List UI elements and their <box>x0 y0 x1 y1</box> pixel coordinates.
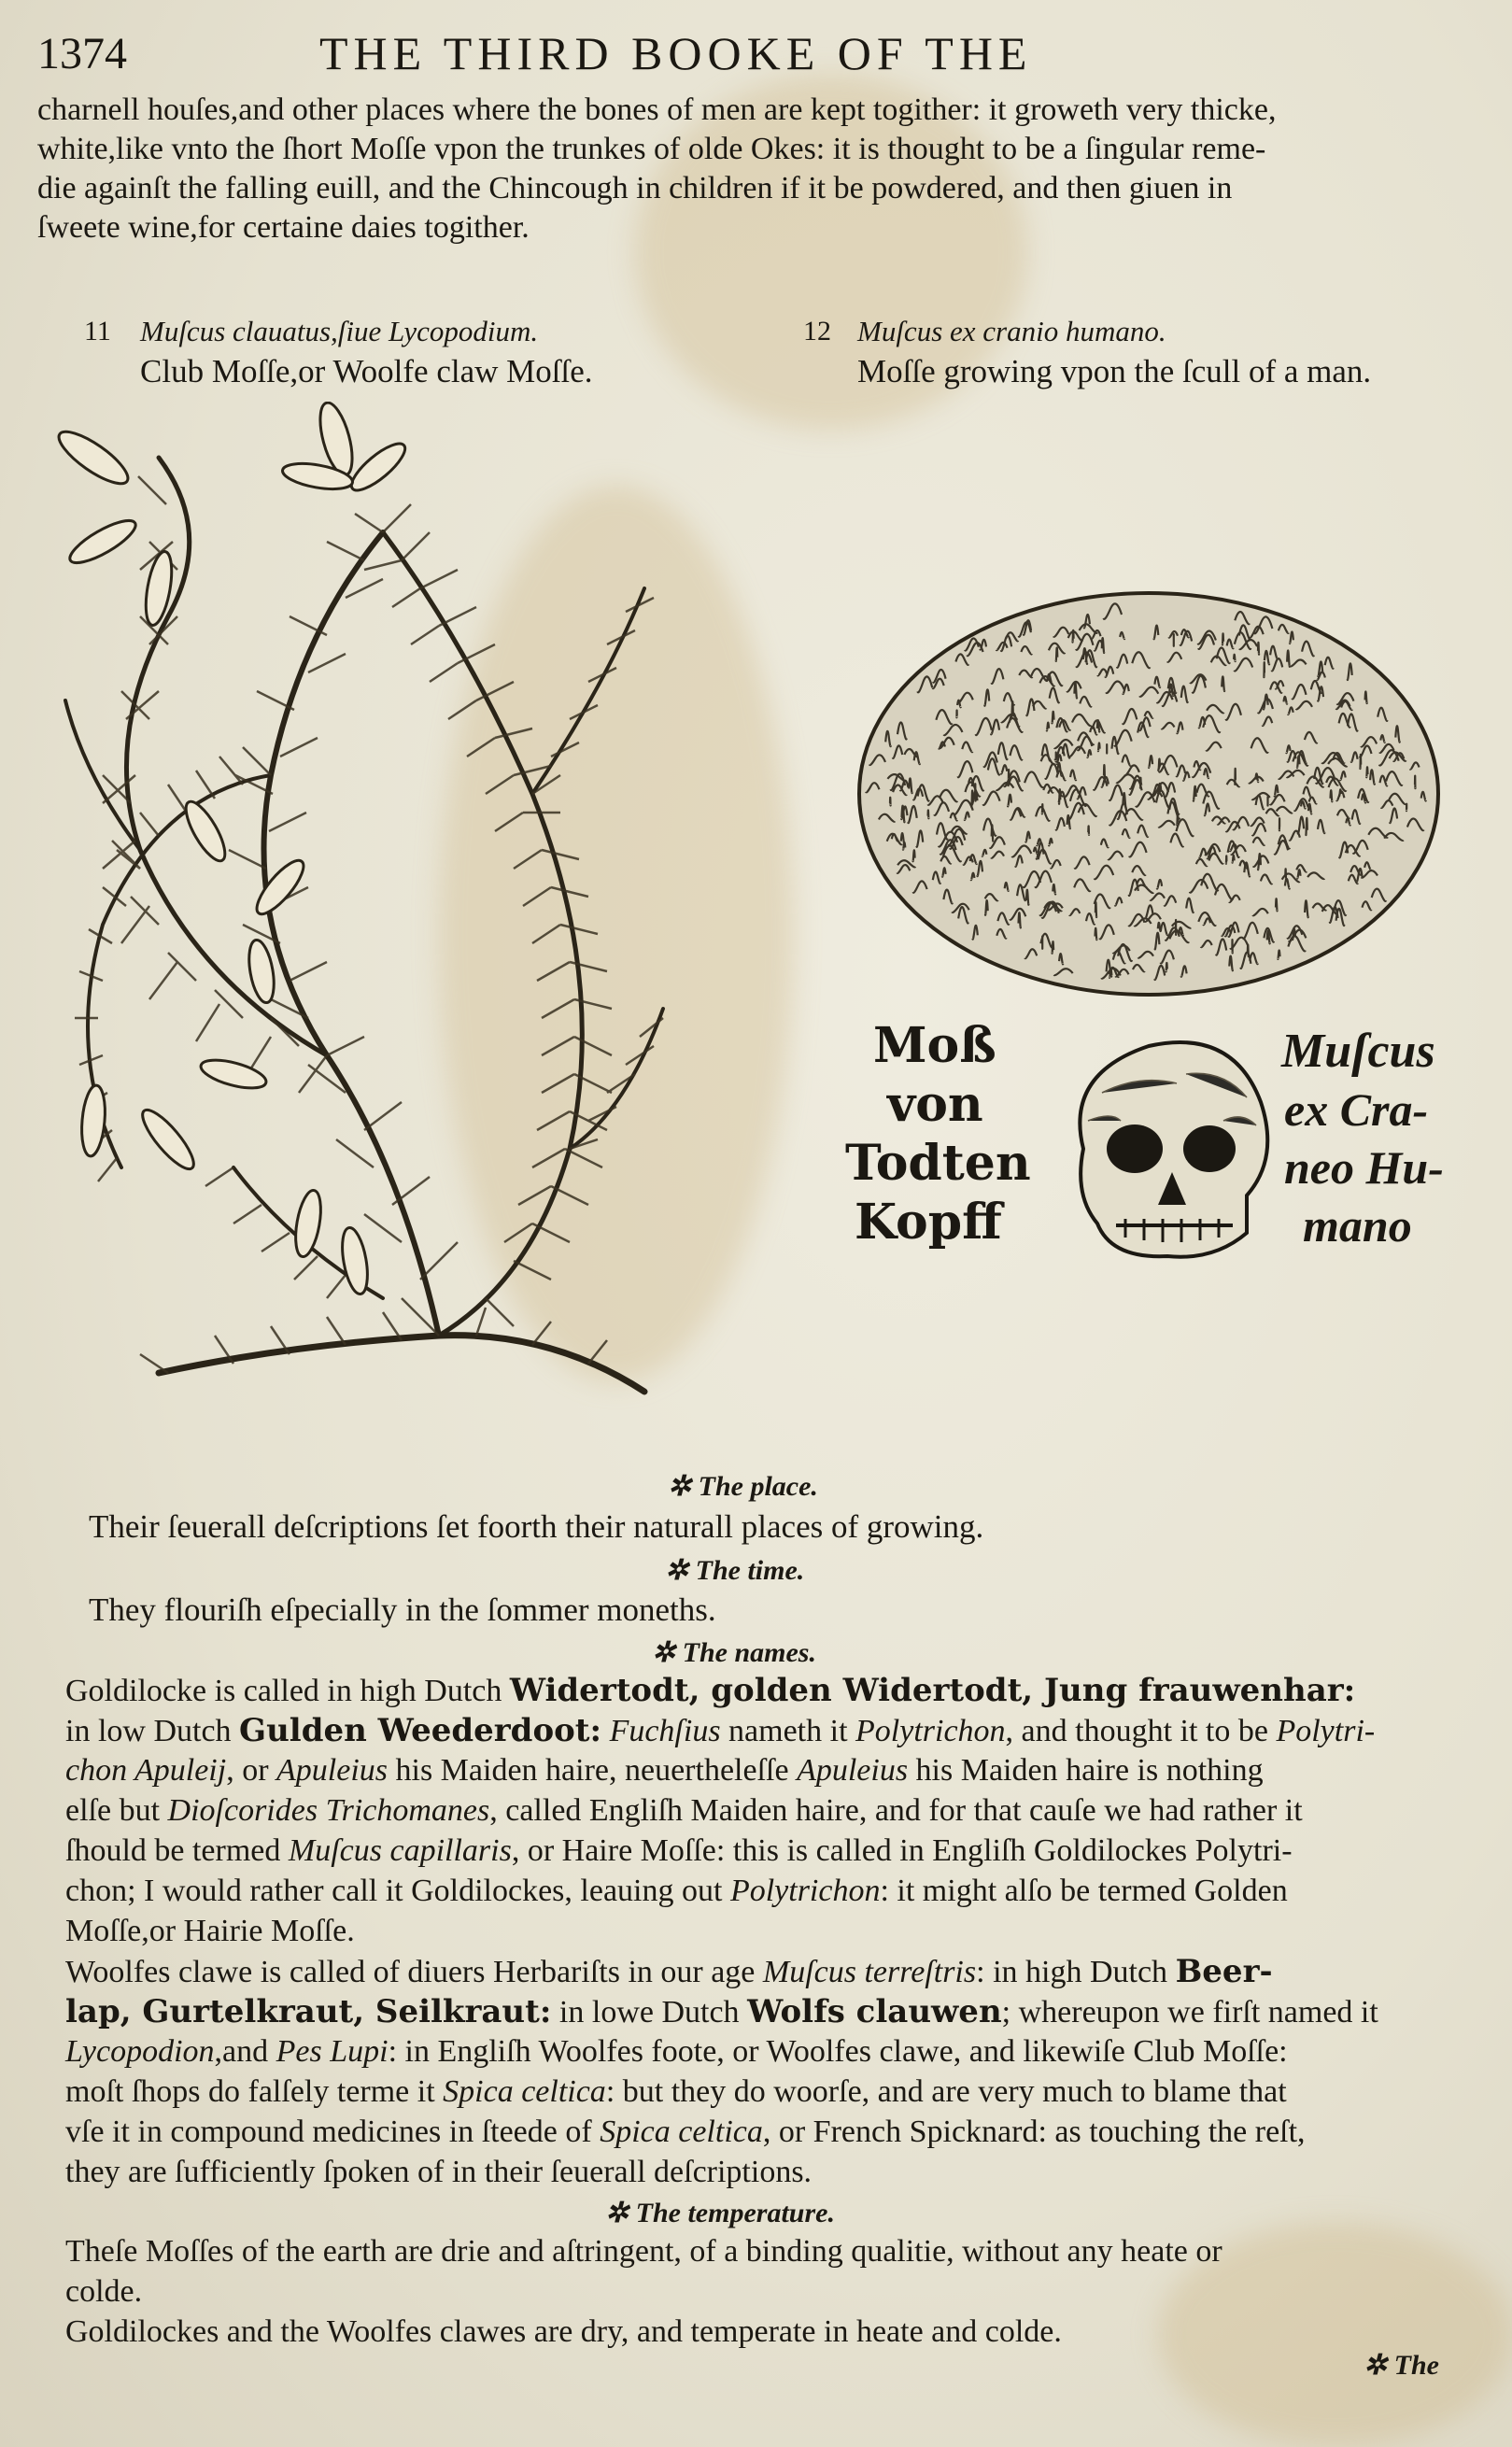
italic-text: Polytri- <box>1276 1714 1376 1748</box>
italic-text: Pes Lupi <box>276 2034 389 2069</box>
moss-strand <box>1415 776 1416 788</box>
names-line <box>65 1953 1273 1991</box>
names-line <box>65 1752 1264 1789</box>
section-heading-time: ✲ The time. <box>665 1555 805 1586</box>
club-moss-woodcut <box>47 402 682 1448</box>
moss-strand <box>1258 643 1259 655</box>
section-heading-place: ✲ The place. <box>668 1471 818 1502</box>
names-line <box>65 2154 812 2191</box>
section-heading-names: ✲ The names. <box>652 1637 816 1668</box>
catchword: ✲ The <box>1364 2350 1439 2381</box>
names-line <box>65 1832 1293 1870</box>
roman-text: , or <box>226 1753 277 1788</box>
moss-strand <box>928 810 929 818</box>
intro-line: white,like vnto the ſhort Moſſe vpon the trunkes of olde Okes: it is thought to be a ſingular reme- <box>37 132 1266 166</box>
names-line <box>65 2033 1288 2071</box>
page-number: 1374 <box>37 29 127 78</box>
moss-strand <box>1222 633 1223 644</box>
moss-strand <box>1088 826 1089 834</box>
moss-strand <box>1285 869 1286 879</box>
roman-text: : but they do woorſe, and are very much to blame that <box>605 2074 1287 2109</box>
italic-text: Polytrichon <box>855 1714 1006 1748</box>
roman-text: vſe it in compound medicines in ſteede of <box>65 2115 601 2149</box>
italic-text: Spica celtica <box>600 2115 763 2149</box>
roman-text: elſe but <box>65 1793 168 1828</box>
german-label-line: Todten <box>845 1135 1031 1192</box>
figure-caption-english: Club Moſſe,or Woolfe claw Moſſe. <box>140 353 593 389</box>
names-line <box>65 2114 1306 2151</box>
roman-text: Goldilocke is called in high Dutch <box>65 1674 510 1708</box>
moss-strand <box>1009 770 1010 779</box>
moss-strand <box>1056 648 1058 661</box>
italic-text: Apuleius <box>276 1753 388 1788</box>
moss-strand <box>1306 818 1307 835</box>
names-line <box>65 1873 1288 1910</box>
roman-text: : in Engliſh Woolfes foote, or Woolfes clawe, and likewiſe Club Moſſe: <box>388 2034 1288 2069</box>
blackletter-text: Wolfs clauwen <box>747 1993 1002 2030</box>
names-line <box>65 1712 1375 1750</box>
roman-text: his Maiden haire, neuertheleſſe <box>388 1753 798 1788</box>
roman-text: , or French Spicknard: as touching the reſt, <box>762 2115 1306 2149</box>
blackletter-text: Widertodt, golden Widertodt, Jung frauwenhar: <box>509 1672 1356 1709</box>
roman-text: they are ſufficiently ſpoken of in their ſeuerall deſcriptions. <box>65 2155 813 2189</box>
running-title: THE THIRD BOOKE OF THE <box>319 27 1033 79</box>
blackletter-text: lap, Gurtelkraut, Seilkraut: <box>65 1993 552 2030</box>
latin-label-line: mano <box>1303 1199 1412 1252</box>
german-label-line: Moß <box>873 1017 996 1074</box>
roman-text: , or Haire Moſſe: this is called in Engliſh Goldilockes Polytri- <box>511 1833 1293 1868</box>
italic-text: Apuleius <box>797 1753 909 1788</box>
intro-line: ſweete wine,for certaine daies togither. <box>37 210 530 245</box>
roman-text: nameth it <box>720 1714 856 1748</box>
italic-text: Dioſcorides Trichomanes <box>167 1793 490 1828</box>
italic-text: Spica celtica <box>443 2074 606 2109</box>
roman-text: : it might alſo be termed Golden <box>880 1874 1288 1908</box>
names-line <box>65 1672 1355 1710</box>
figure-number: 11 <box>84 316 111 347</box>
names-line <box>65 2073 1287 2111</box>
roman-text: , called Engliſh Maiden haire, and for that cauſe we had rather it <box>489 1793 1303 1828</box>
moss-strand <box>890 798 891 806</box>
place-text: Their ſeuerall deſcriptions ſet foorth their naturall places of growing. <box>89 1508 984 1545</box>
names-line <box>65 1792 1303 1830</box>
roman-text: his Maiden haire is nothing <box>908 1753 1264 1788</box>
moss-strand <box>1264 662 1265 677</box>
roman-text: in lowe Dutch <box>551 1995 748 2030</box>
italic-text: Fuchſius <box>609 1714 721 1748</box>
blackletter-text: Beer- <box>1175 1953 1273 1990</box>
roman-text: , and thought it to be <box>1005 1714 1277 1748</box>
skull-moss-woodcut <box>850 551 1457 1018</box>
temperature-line: Theſe Moſſes of the earth are drie and aſtringent, of a binding qualitie, without any heate or <box>65 2234 1222 2269</box>
figure-caption-english: Moſſe growing vpon the ſcull of a man. <box>857 353 1372 389</box>
roman-text: ſhould be termed <box>65 1833 289 1868</box>
moss-strand <box>1366 767 1367 777</box>
italic-text: chon Apuleij <box>65 1753 227 1788</box>
moss-strand <box>1234 655 1236 661</box>
temperature-line: colde. <box>65 2274 143 2309</box>
intro-line: die againſt the falling euill, and the Chincough in children if it be powdered, and then giuen in <box>37 171 1233 205</box>
roman-text: Moſſe,or Hairie Moſſe. <box>65 1914 355 1948</box>
italic-text: Muſcus capillaris <box>288 1833 512 1868</box>
latin-label-line: ex Cra- <box>1284 1083 1429 1136</box>
intro-line: charnell houſes,and other places where the bones of men are kept togither: it groweth very thicke, <box>37 92 1277 127</box>
italic-text: Muſcus terreſtris <box>762 1955 977 1989</box>
moss-strand <box>1276 898 1278 911</box>
italic-text: Lycopodion <box>65 2034 215 2069</box>
roman-text: in low Dutch <box>65 1714 240 1748</box>
blackletter-text: Gulden Weederdoot: <box>239 1712 602 1749</box>
moss-strand <box>1104 765 1105 780</box>
figure-number: 12 <box>803 316 831 347</box>
moss-strand <box>1235 769 1236 785</box>
latin-label-line: Muſcus <box>1281 1025 1435 1078</box>
figure-caption-latin: Muſcus ex cranio humano. <box>857 315 1166 347</box>
roman-text: ; whereupon we firſt named it <box>1001 1995 1378 2030</box>
latin-label-line: neo Hu- <box>1284 1141 1444 1194</box>
roman-text: : in high Dutch <box>976 1955 1176 1989</box>
italic-text: Polytrichon <box>729 1874 881 1908</box>
roman-text: ,and <box>214 2034 276 2069</box>
section-heading-temperature: ✲ The temperature. <box>605 2198 835 2228</box>
moss-strand <box>1166 963 1167 971</box>
roman-text: chon; I would rather call it Goldilockes, leauing out <box>65 1874 730 1908</box>
names-line <box>65 1993 1378 2031</box>
temperature-line: Goldilockes and the Woolfes clawes are dry, and temperate in heate and colde. <box>65 2314 1062 2349</box>
roman-text <box>601 1714 610 1748</box>
figure-caption-latin: Muſcus clauatus,ſiue Lycopodium. <box>140 315 539 347</box>
names-line <box>65 1913 355 1950</box>
roman-text: Woolfes clawe is called of diuers Herbariſts in our age <box>65 1955 763 1989</box>
moss-strand <box>1248 945 1249 957</box>
skull-woodcut <box>1046 1018 1289 1280</box>
roman-text: moſt ſhops do falſely terme it <box>65 2074 444 2109</box>
german-label-line: Kopff <box>855 1194 1002 1251</box>
german-label-line: von <box>887 1076 983 1133</box>
time-text: They flouriſh eſpecially in the ſommer moneths. <box>89 1591 716 1628</box>
moss-strand <box>1226 856 1227 863</box>
moss-strand <box>1095 902 1096 917</box>
